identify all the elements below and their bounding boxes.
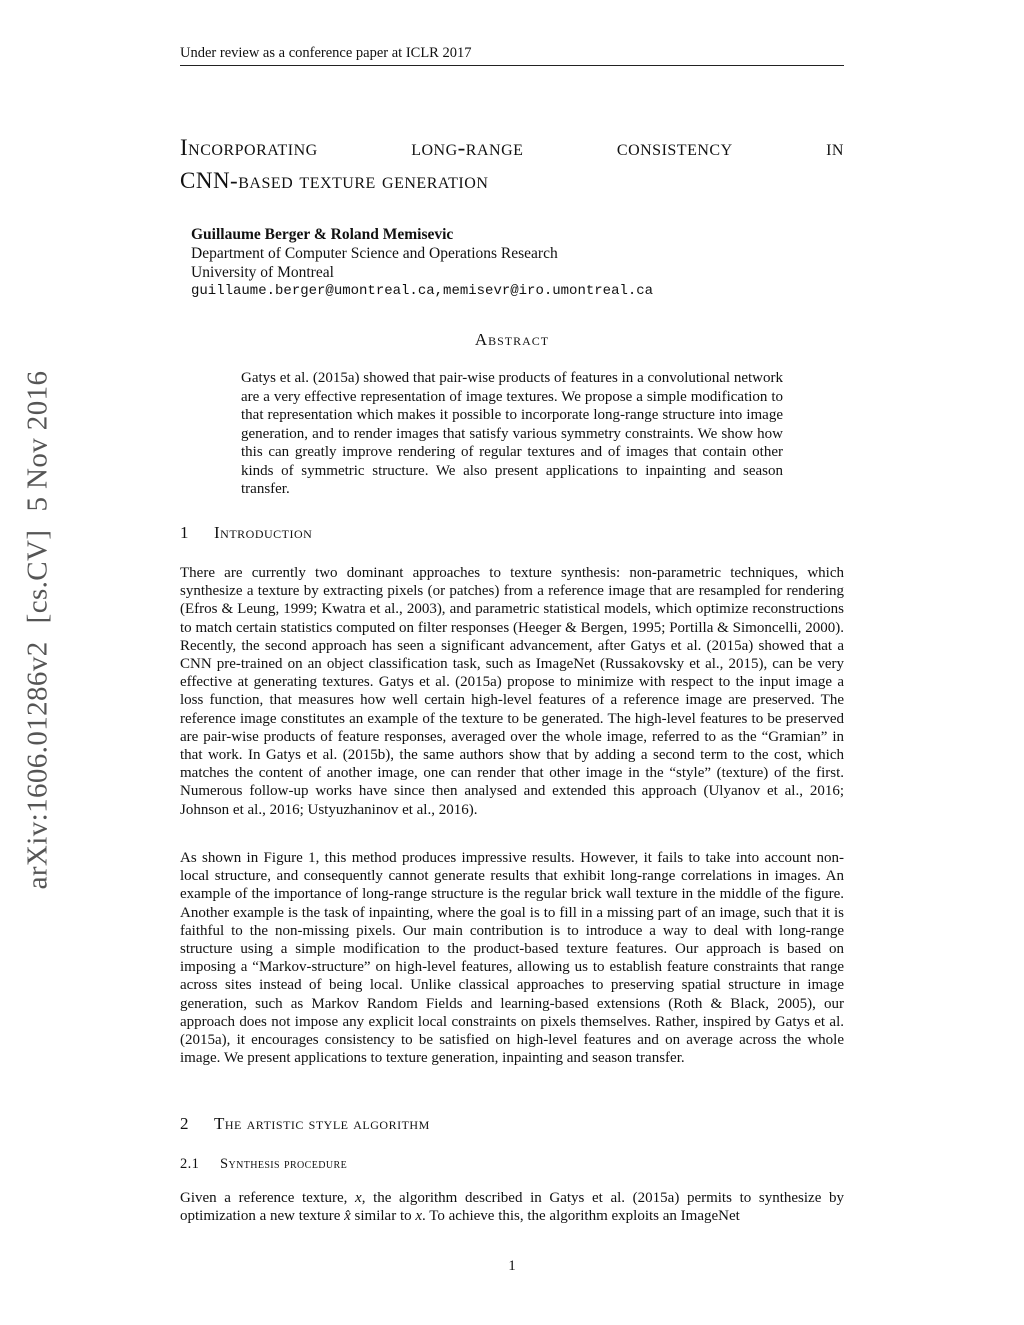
author-university: University of Montreal [191,264,334,281]
author-department: Department of Computer Science and Operations Research [191,245,558,262]
subsection-title: Synthesis procedure [220,1156,348,1172]
section-number: 1 [180,523,189,542]
author-block [191,225,653,301]
section-title: The artistic style algorithm [214,1114,430,1133]
text-run: , the algorithm described in Gatys et al. (2015a) permits to synthesize by optimization a new texture [180,1190,844,1225]
title-word: consistency [616,135,733,160]
title-line-1 [180,131,844,164]
section-title: Introduction [214,523,313,542]
abstract-text: Gatys et al. (2015a) showed that pair-wise products of features in a convolutional network are a very effective representation of image textures. We propose a simple modification to that representation which makes it possible to incorporate long-range structure into image generation, and to render images that satisfy various symmetry constraints. We show how this can greatly improve rendering of regular textures and of images that contain other kinds of symmetric structure. We also present applications to inpainting and season transfer. [241,370,783,497]
title-word: in [826,135,844,160]
intro-paragraph-2: As shown in Figure 1, this method produces impressive results. However, it fails to take into account non-local structure, and consequently cannot generate results that exhibit long-range correlations in images. An example of the importance of long-range structure is the regular brick wall texture in the middle of the figure. Another example is the task of inpainting, where the goal is to fill in a missing part of an image, such that it is faithful to the non-missing pixels. Our main contribution is to introduce a way to deal with long-range structure using a simple modification to the product-based texture features. Our approach is based on imposing a “Markov-structure” on high-level features, allowing us to establish feature constraints that range across sites instead of being local. Unlike classical approaches to preserving spatial structure in image generation, such as Markov Random Fields and learning-based extensions (Roth & Black, 2005), our approach does not impose any explicit local constraints on pixels themselves. Rather, inspired by Gatys et al. (2015a), it encourages consistency to be satisfied on high-level features and on average across the whole image. We present applications to texture generation, inpainting and season transfer. [180,850,844,1067]
text-run: . To achieve this, the algorithm exploits an ImageNet [422,1208,740,1225]
abstract-heading: Abstract [474,330,550,349]
arxiv-category: [cs.CV] [21,529,54,624]
arxiv-stamp [22,371,55,890]
math-x: x [355,1190,362,1206]
title-line-2: CNN-based texture generation [180,168,489,193]
intro-paragraph-1: There are currently two dominant approaches to texture synthesis: non-parametric techniques, which synthesize a texture by extracting pixels (or patches) from a reference image that are resampled for rendering (Efros & Leung, 1999; Kwatra et al., 2003), and parametric statistical models, which optimize reconstructions to match certain statistics computed on filter responses (Heeger & Bergen, 1995; Portilla & Simoncelli, 2000). Recently, the second approach has seen a significant advancement, after Gatys et al. (2015a) showed that a CNN pre-trained on an object classification task, such as ImageNet (Russakovsky et al., 2015), can be very effective at generating textures. Gatys et al. (2015a) propose to minimize with respect to the input image a loss function, that measures how well certain high-level features of a reference image are preserved. The reference image constitutes an example of the texture to be generated. The high-level features to be preserved are pair-wise products of feature responses, averaged over the whole image, referred to as the “Gramian” in that work. In Gatys et al. (2015b), the same authors show that by adding a second term to the cost, which matches the content of another image, one can render that other image in the “style” (texture) of the first. Numerous follow-up works have since then analysed and extended this approach (Ulyanov et al., 2016; Johnson et al., 2016; Ustyuzhaninov et al., 2016). [180,565,844,818]
math-x: x [415,1208,423,1225]
subsection-heading-synthesis [180,1156,347,1173]
author-emails: guillaume.berger@umontreal.ca,memisevr@iro.umontreal.ca [191,283,654,299]
paper-title [180,131,844,197]
subsection-number: 2.1 [180,1156,200,1172]
author-names: Guillaume Berger & Roland Memisevic [191,226,454,243]
section-number: 2 [180,1114,189,1133]
text-run: similar to [350,1208,416,1225]
page-number: 1 [508,1258,516,1274]
synthesis-paragraph [180,1189,844,1225]
running-header: Under review as a conference paper at ICLR 2017 [180,45,844,66]
section-heading-artistic-style [180,1114,430,1134]
arxiv-id: arXiv:1606.01286v2 [21,641,54,890]
text-run: Given a reference texture, [180,1190,356,1206]
section-heading-introduction [180,523,312,543]
title-word: long-range [411,135,524,160]
title-word: Incorporating [180,135,318,160]
arxiv-date: 5 Nov 2016 [21,370,54,512]
math-x-hat: x̂ [344,1208,351,1225]
